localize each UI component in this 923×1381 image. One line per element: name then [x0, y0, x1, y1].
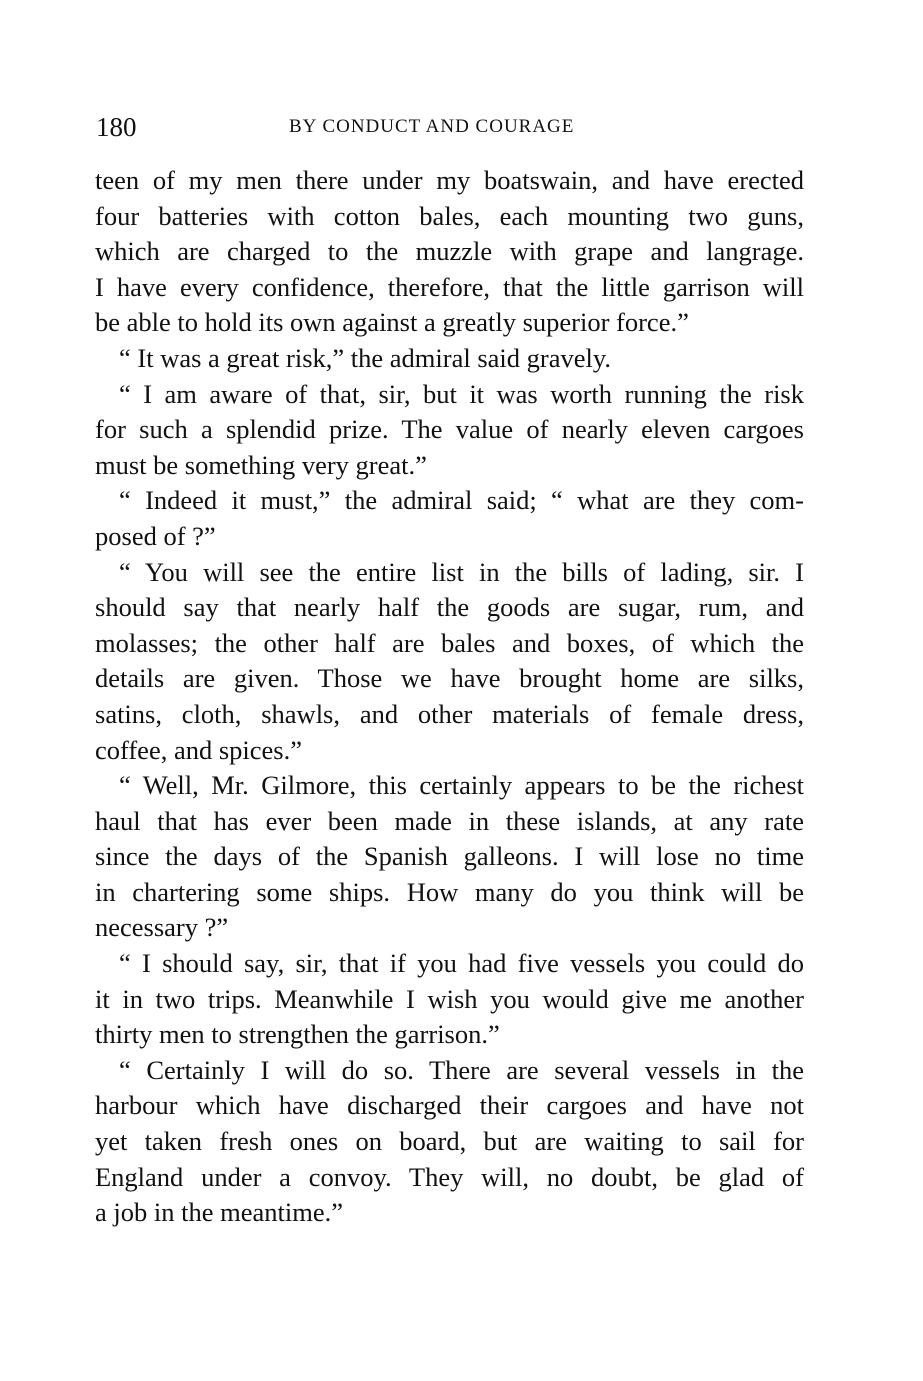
paragraph	[95, 1053, 804, 1231]
text-line: yet taken fresh ones on board, but are waiting to sail for	[95, 1126, 804, 1157]
text-line: thirty men to strengthen the garrison.”	[95, 1019, 500, 1050]
text-line: in chartering some ships. How many do you think will be	[95, 876, 804, 907]
text-line: “ Indeed it must,” the admiral said; “ what are they com-	[119, 485, 804, 516]
text-line: posed of ?”	[95, 520, 216, 551]
text-line: “ I am aware of that, sir, but it was worth running the risk	[119, 378, 804, 409]
text-line: it in two trips. Meanwhile I wish you would give me another	[95, 983, 804, 1014]
paragraph	[95, 163, 804, 341]
text-line: “ It was a great risk,” the admiral said gravely.	[119, 342, 612, 373]
text-line: England under a convoy. They will, no doubt, be glad of	[95, 1161, 804, 1192]
text-line: “ Well, Mr. Gilmore, this certainly appears to be the richest	[119, 770, 804, 801]
text-line: must be something very great.”	[95, 449, 427, 480]
text-line: I have every confidence, therefore, that the little garrison will	[95, 271, 804, 302]
text-line: should say that nearly half the goods are sugar, rum, and	[95, 592, 804, 623]
text-line: molasses; the other half are bales and boxes, of which the	[95, 627, 804, 658]
text-line: satins, cloth, shawls, and other materials of female dress,	[95, 698, 804, 729]
paragraph	[95, 377, 804, 484]
text-line: “ You will see the entire list in the bills of lading, sir. I	[119, 556, 804, 587]
text-line: for such a splendid prize. The value of nearly eleven cargoes	[95, 414, 804, 445]
paragraph	[95, 946, 804, 1053]
paragraph	[95, 341, 804, 377]
text-line: “ I should say, sir, that if you had five vessels you could do	[119, 948, 804, 979]
text-line: four batteries with cotton bales, each mounting two guns,	[95, 200, 804, 231]
paragraph	[95, 483, 804, 554]
text-line: be able to hold its own against a greatly superior force.”	[95, 307, 689, 338]
page-number: 180	[96, 112, 137, 142]
text-line: a job in the meantime.”	[95, 1197, 343, 1228]
text-line: teen of my men there under my boatswain, and have erected	[95, 165, 804, 195]
text-line: necessary ?”	[95, 912, 229, 943]
text-line: “ Certainly I will do so. There are several vessels in the	[119, 1054, 804, 1085]
paragraph	[95, 768, 804, 946]
paragraph	[95, 555, 804, 769]
text-line: since the days of the Spanish galleons. I will lose no time	[95, 841, 804, 872]
running-head: BY CONDUCT AND COURAGE	[289, 116, 575, 137]
text-line: harbour which have discharged their cargoes and have not	[95, 1090, 804, 1121]
text-line: details are given. Those we have brought home are silks,	[95, 663, 804, 694]
text-line: which are charged to the muzzle with grape and langrage.	[95, 236, 804, 267]
body-text	[95, 163, 804, 1231]
text-line: coffee, and spices.”	[95, 734, 302, 765]
text-line: haul that has ever been made in these islands, at any rate	[95, 805, 804, 836]
